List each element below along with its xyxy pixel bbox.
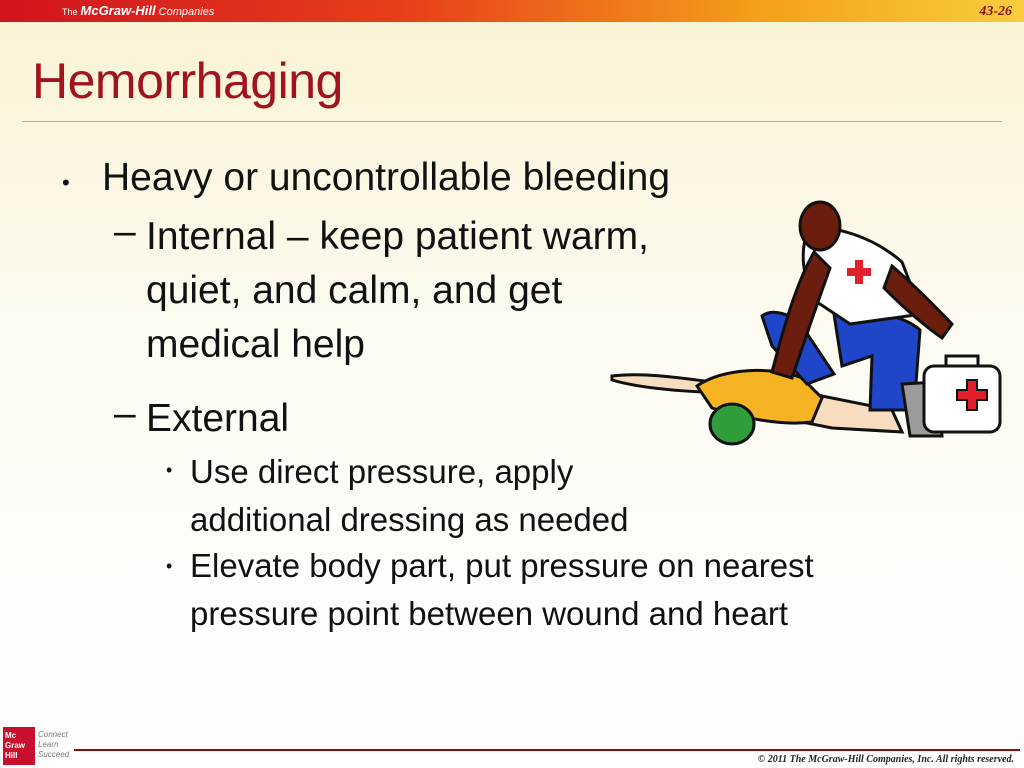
bullet-line: Elevate body part, put pressure on nearest — [190, 547, 814, 584]
bullet-line: quiet, and calm, and get — [146, 269, 563, 312]
bullet-line: additional dressing as needed — [190, 501, 629, 538]
footer-divider — [74, 749, 1020, 751]
dash-marker: – — [114, 392, 136, 435]
copyright-notice: © 2011 The McGraw-Hill Companies, Inc. All rights reserved. — [757, 754, 1014, 765]
dash-marker: – — [114, 210, 136, 253]
bullet-line: Internal – keep patient warm, — [146, 215, 649, 258]
slide-title: Hemorrhaging — [32, 53, 343, 109]
bullet-level1: Heavy or uncontrollable bleeding — [102, 156, 671, 199]
bullet-marker: • — [62, 170, 70, 195]
bullet-level2-external — [146, 392, 289, 446]
tagline: Connect Learn Succeed — [38, 730, 70, 759]
bullet-line: pressure point between wound and heart — [190, 595, 789, 632]
bullet-level3-direct-pressure — [190, 448, 629, 544]
first-aid-responder-icon — [602, 196, 1006, 454]
bullet-line: medical help — [146, 323, 365, 366]
bullet-marker: • — [166, 460, 173, 480]
bullet-line: External — [146, 397, 290, 440]
bullet-line: Use direct pressure, apply — [190, 453, 574, 490]
bullet-level3-elevate — [190, 542, 814, 638]
bullet-level2-internal — [146, 210, 649, 372]
slide-number: 43-26 — [979, 4, 1012, 19]
bullet-marker: • — [166, 556, 173, 576]
mcgraw-hill-logo: Mc Graw Hill — [3, 727, 35, 765]
publisher-brand: The McGraw-Hill Companies — [62, 3, 215, 18]
